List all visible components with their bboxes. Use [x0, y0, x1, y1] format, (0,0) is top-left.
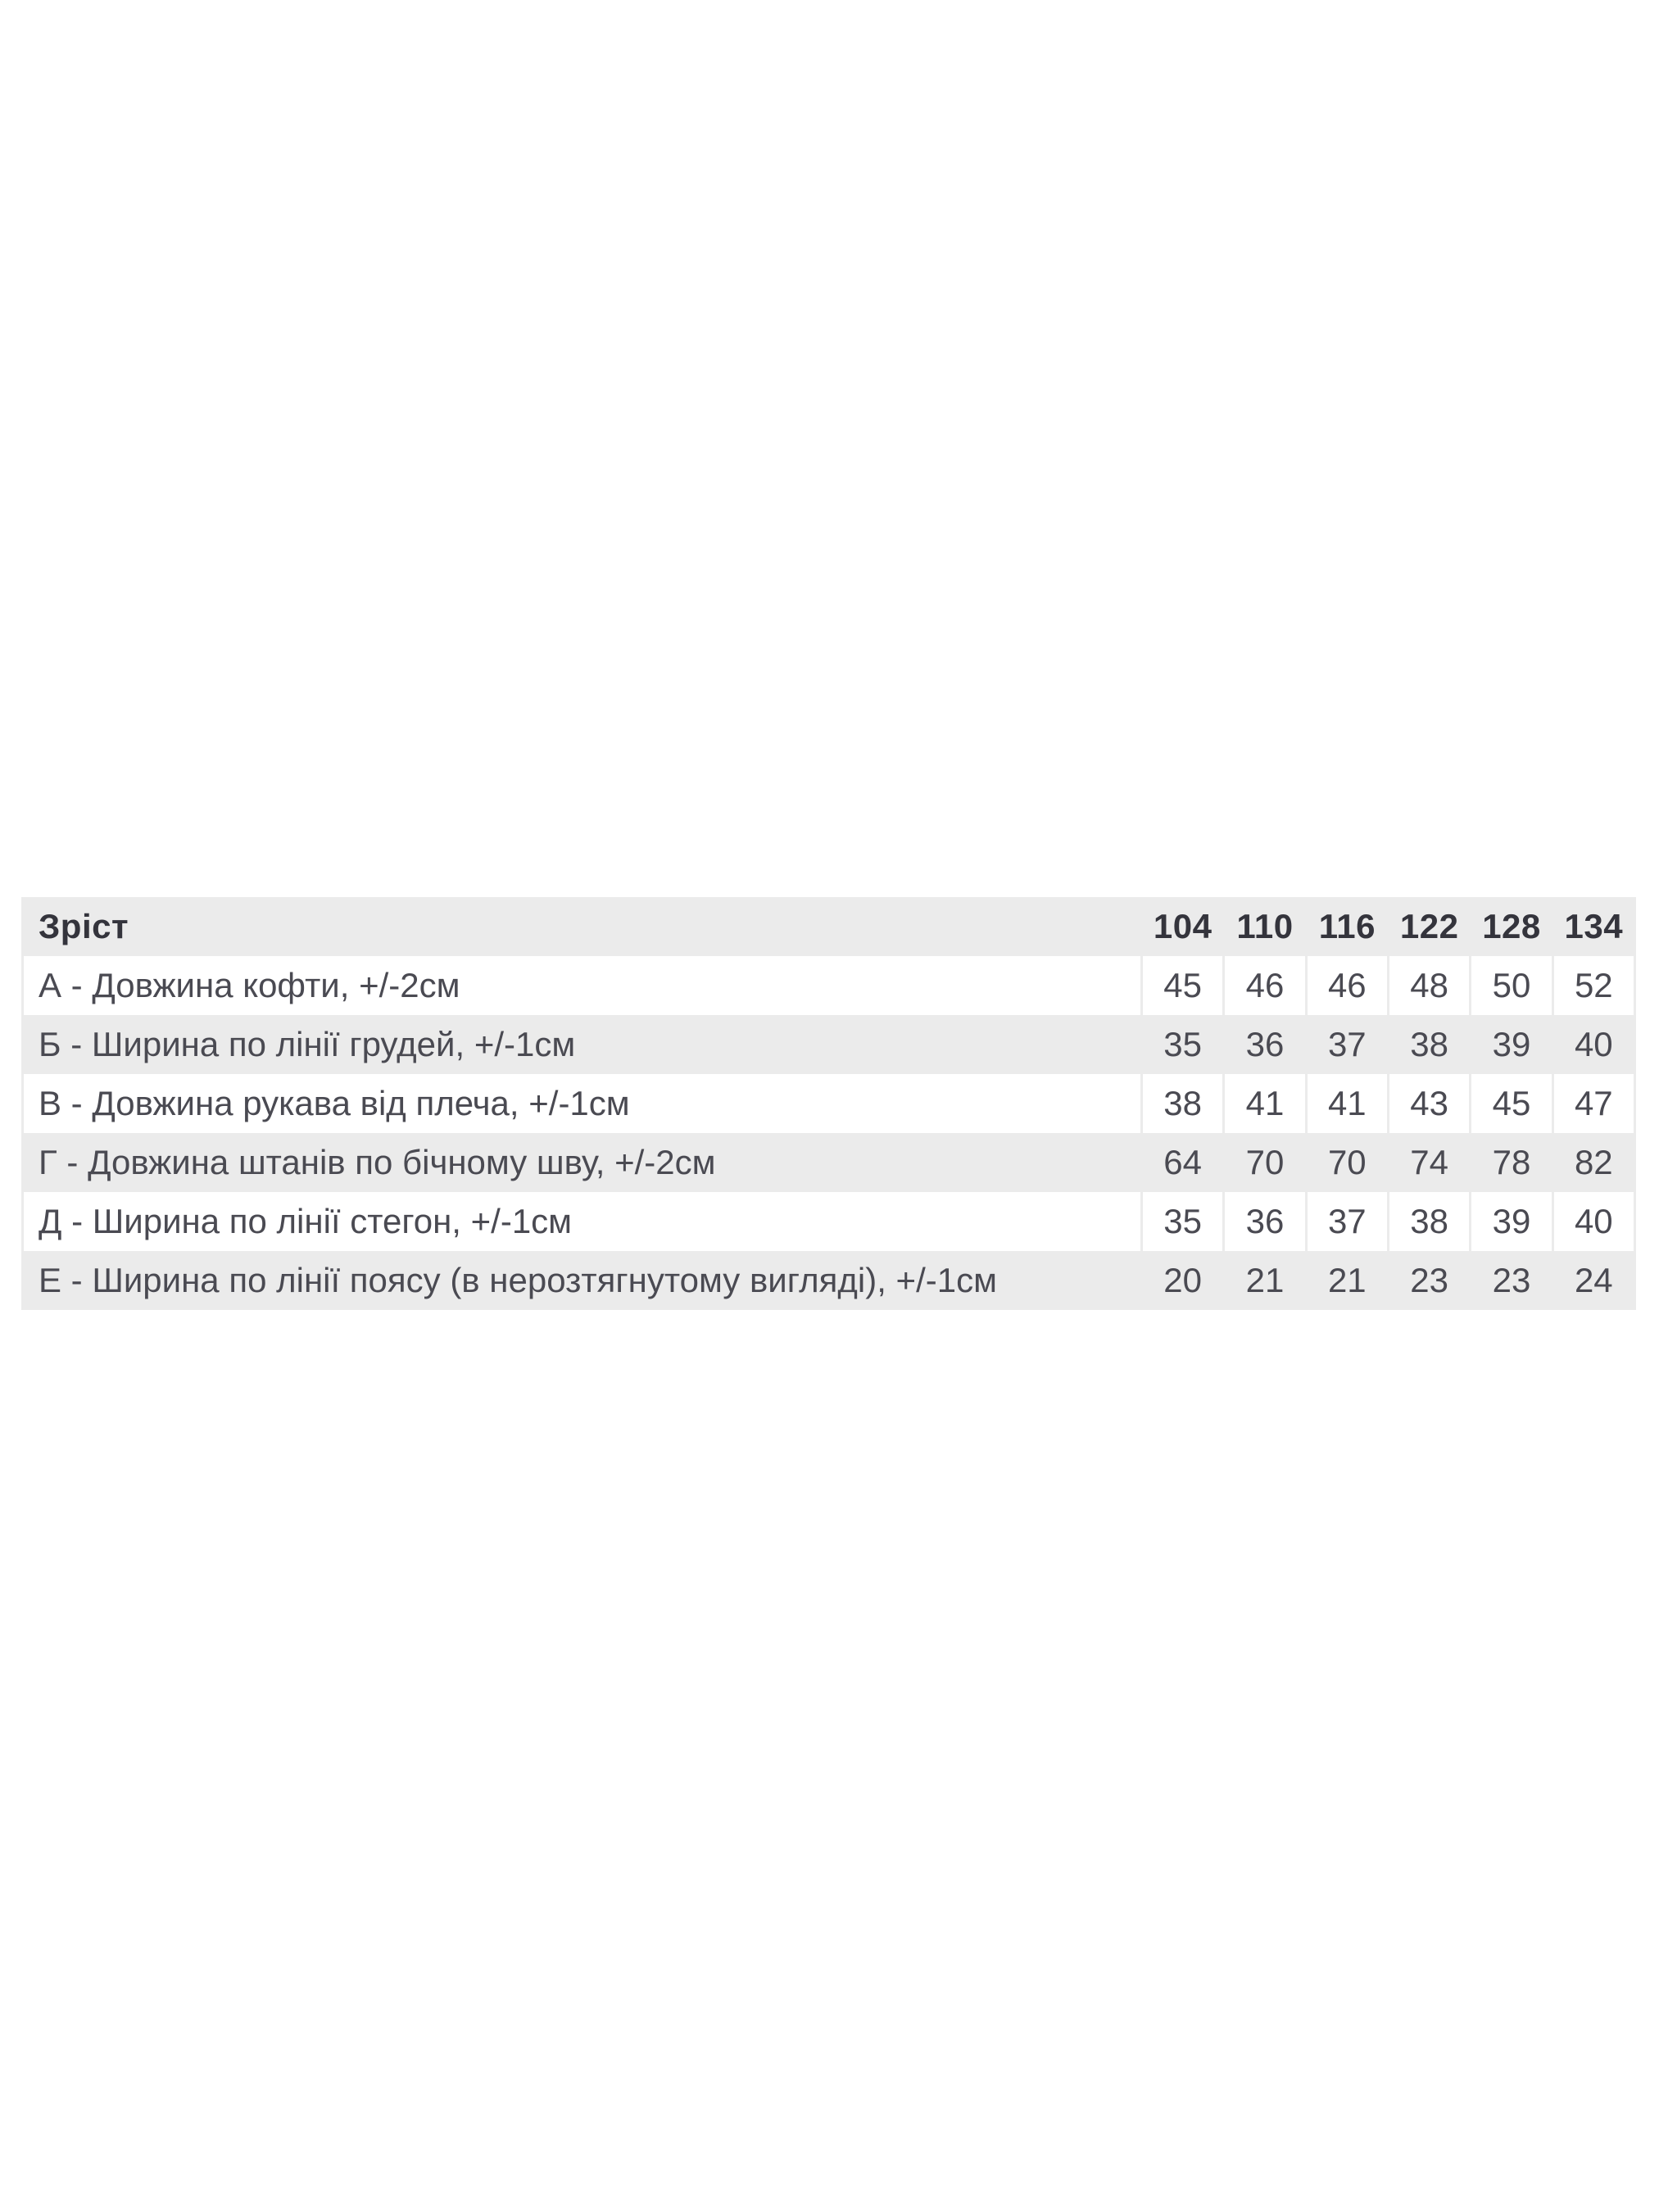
row-value: 37 [1306, 1015, 1388, 1074]
row-value: 20 [1142, 1251, 1224, 1310]
table-row [23, 956, 1635, 1015]
row-value: 36 [1224, 1015, 1306, 1074]
row-value: 78 [1471, 1133, 1552, 1192]
table-row [23, 1074, 1635, 1133]
row-value: 40 [1552, 1015, 1634, 1074]
row-label: А - Довжина кофти, +/-2см [23, 956, 1142, 1015]
row-value: 48 [1388, 956, 1470, 1015]
table-row [23, 1192, 1635, 1251]
row-value: 47 [1552, 1074, 1634, 1133]
header-label-zrist: Зріст [23, 897, 1142, 956]
size-chart-table [21, 897, 1636, 1310]
header-size-110: 110 [1224, 897, 1306, 956]
header-size-104: 104 [1142, 897, 1224, 956]
row-value: 39 [1471, 1015, 1552, 1074]
row-value: 38 [1388, 1015, 1470, 1074]
table-row [23, 1015, 1635, 1074]
row-value: 39 [1471, 1192, 1552, 1251]
row-value: 23 [1471, 1251, 1552, 1310]
row-value: 38 [1142, 1074, 1224, 1133]
header-size-134: 134 [1552, 897, 1634, 956]
row-value: 52 [1552, 956, 1634, 1015]
row-label: Д - Ширина по лінії стегон, +/-1см [23, 1192, 1142, 1251]
row-label: Е - Ширина по лінії поясу (в нерозтягнутому вигляді), +/-1см [23, 1251, 1142, 1310]
row-value: 24 [1552, 1251, 1634, 1310]
row-value: 37 [1306, 1192, 1388, 1251]
row-value: 41 [1224, 1074, 1306, 1133]
row-value: 41 [1306, 1074, 1388, 1133]
table-row [23, 1133, 1635, 1192]
row-value: 82 [1552, 1133, 1634, 1192]
row-value: 21 [1224, 1251, 1306, 1310]
row-value: 70 [1306, 1133, 1388, 1192]
header-size-116: 116 [1306, 897, 1388, 956]
row-value: 36 [1224, 1192, 1306, 1251]
row-value: 38 [1388, 1192, 1470, 1251]
size-chart-section [21, 897, 1636, 1310]
row-value: 21 [1306, 1251, 1388, 1310]
header-size-128: 128 [1471, 897, 1552, 956]
row-value: 45 [1471, 1074, 1552, 1133]
row-label: Б - Ширина по лінії грудей, +/-1см [23, 1015, 1142, 1074]
row-value: 64 [1142, 1133, 1224, 1192]
row-value: 46 [1306, 956, 1388, 1015]
row-value: 40 [1552, 1192, 1634, 1251]
row-value: 50 [1471, 956, 1552, 1015]
row-value: 35 [1142, 1015, 1224, 1074]
header-row [23, 897, 1635, 956]
row-value: 74 [1388, 1133, 1470, 1192]
row-value: 23 [1388, 1251, 1470, 1310]
row-value: 70 [1224, 1133, 1306, 1192]
row-label: Г - Довжина штанів по бічному шву, +/-2см [23, 1133, 1142, 1192]
table-row [23, 1251, 1635, 1310]
row-value: 46 [1224, 956, 1306, 1015]
row-value: 43 [1388, 1074, 1470, 1133]
row-value: 35 [1142, 1192, 1224, 1251]
row-value: 45 [1142, 956, 1224, 1015]
row-label: В - Довжина рукава від плеча, +/-1см [23, 1074, 1142, 1133]
header-size-122: 122 [1388, 897, 1470, 956]
table-body [23, 956, 1635, 1310]
